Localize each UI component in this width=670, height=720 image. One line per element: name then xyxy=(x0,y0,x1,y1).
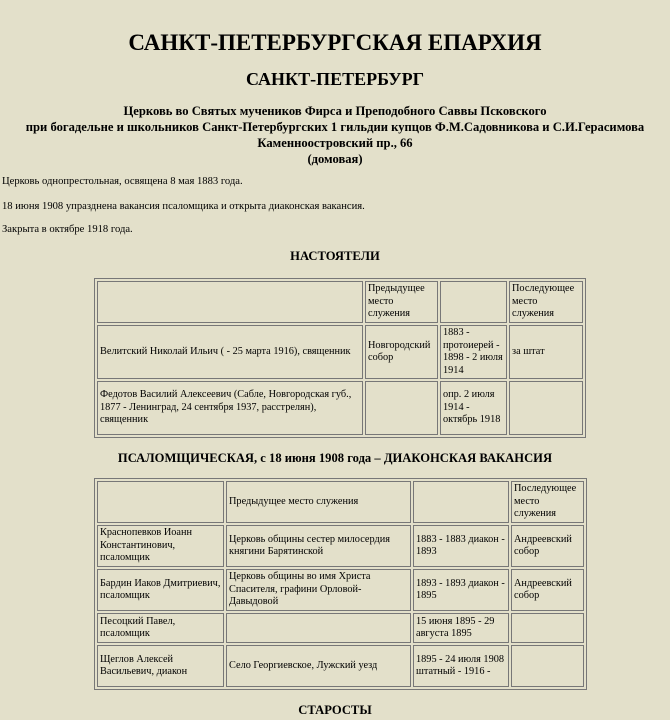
table-row xyxy=(97,613,584,643)
church-name-line: Церковь во Святых мучеников Фирса и Преподобного Саввы Псковского xyxy=(123,104,547,118)
section-title-rectors: НАСТОЯТЕЛИ xyxy=(290,249,380,263)
table-cell: Новгородский собор xyxy=(365,325,438,379)
table-row xyxy=(97,325,583,379)
psalmists-table xyxy=(94,478,587,690)
header-cell xyxy=(413,481,509,523)
table-row xyxy=(97,569,584,611)
header-cell: Последующее место служения xyxy=(511,481,584,523)
table-row xyxy=(97,645,584,687)
rectors-table xyxy=(94,278,586,438)
paragraph-consecration: Церковь однопрестольная, освящена 8 мая 1883 года. xyxy=(2,176,243,187)
table-cell xyxy=(226,613,411,643)
section-title-elders: СТАРОСТЫ xyxy=(298,703,372,717)
header-cell xyxy=(440,281,507,323)
table-cell: Село Георгиевское, Лужский уезд xyxy=(226,645,411,687)
table-row xyxy=(97,381,583,435)
table-cell: Федотов Василий Алексеевич (Сабле, Новгородская губ., 1877 - Ленинград, 24 сентября 1937, расстрелян), священник xyxy=(97,381,363,435)
table-cell: Андреевский собор xyxy=(511,569,584,611)
table-cell: 1883 - 1883 диакон - 1893 xyxy=(413,525,509,567)
table-cell: 15 июня 1895 - 29 августа 1895 xyxy=(413,613,509,643)
city-title: САНКТ-ПЕТЕРБУРГ xyxy=(245,69,425,89)
table-cell: опр. 2 июля 1914 - октябрь 1918 xyxy=(440,381,507,435)
paragraph-closure: Закрыта в октябре 1918 года. xyxy=(2,224,133,235)
table-row xyxy=(97,525,584,567)
section-title-psalmists: ПСАЛОМЩИЧЕСКАЯ, с 18 июня 1908 года – ДИАКОНСКАЯ ВАКАНСИЯ xyxy=(117,451,553,465)
table-cell xyxy=(511,645,584,687)
table-header-row xyxy=(97,481,584,523)
table-header-row xyxy=(97,281,583,323)
table-cell: Бардин Иаков Дмитриевич, псаломщик xyxy=(97,569,224,611)
table-cell: Краснопевков Иоанн Константинович, псаломщик xyxy=(97,525,224,567)
table-cell xyxy=(365,381,438,435)
church-foundation-line: при богадельне и школьников Санкт-Петербургских 1 гильдии купцов Ф.М.Садовникова и С.И.Герасимова xyxy=(25,120,645,134)
header-cell xyxy=(97,481,224,523)
table-cell: Щеглов Алексей Васильевич, диакон xyxy=(97,645,224,687)
header-cell: Предыдущее место служения xyxy=(226,481,411,523)
church-address: Каменноостровский пр., 66 xyxy=(257,136,413,150)
header-cell: Последующее место служения xyxy=(509,281,583,323)
church-heading xyxy=(0,103,670,167)
table-cell: за штат xyxy=(509,325,583,379)
paragraph-vacancy: 18 июня 1908 упразднена вакансия псаломщика и открыта диаконская вакансия. xyxy=(2,201,365,212)
header-cell: Предыдущее место служения xyxy=(365,281,438,323)
table-cell xyxy=(511,613,584,643)
table-cell: 1893 - 1893 диакон - 1895 xyxy=(413,569,509,611)
page-title: САНКТ-ПЕТЕРБУРГСКАЯ ЕПАРХИЯ xyxy=(128,30,542,55)
table-cell: Песоцкий Павел, псаломщик xyxy=(97,613,224,643)
table-cell: Велитский Николай Ильич ( - 25 марта 1916), священник xyxy=(97,325,363,379)
header-cell xyxy=(97,281,363,323)
table-cell: 1895 - 24 июля 1908 штатный - 1916 - xyxy=(413,645,509,687)
table-cell: Церковь общины сестер милосердия княгини Барятинской xyxy=(226,525,411,567)
table-cell xyxy=(509,381,583,435)
table-cell: 1883 - протоиерей - 1898 - 2 июля 1914 xyxy=(440,325,507,379)
church-type: (домовая) xyxy=(307,152,363,166)
table-cell: Церковь общины во имя Христа Спасителя, графини Орловой-Давыдовой xyxy=(226,569,411,611)
table-cell: Андреевский собор xyxy=(511,525,584,567)
